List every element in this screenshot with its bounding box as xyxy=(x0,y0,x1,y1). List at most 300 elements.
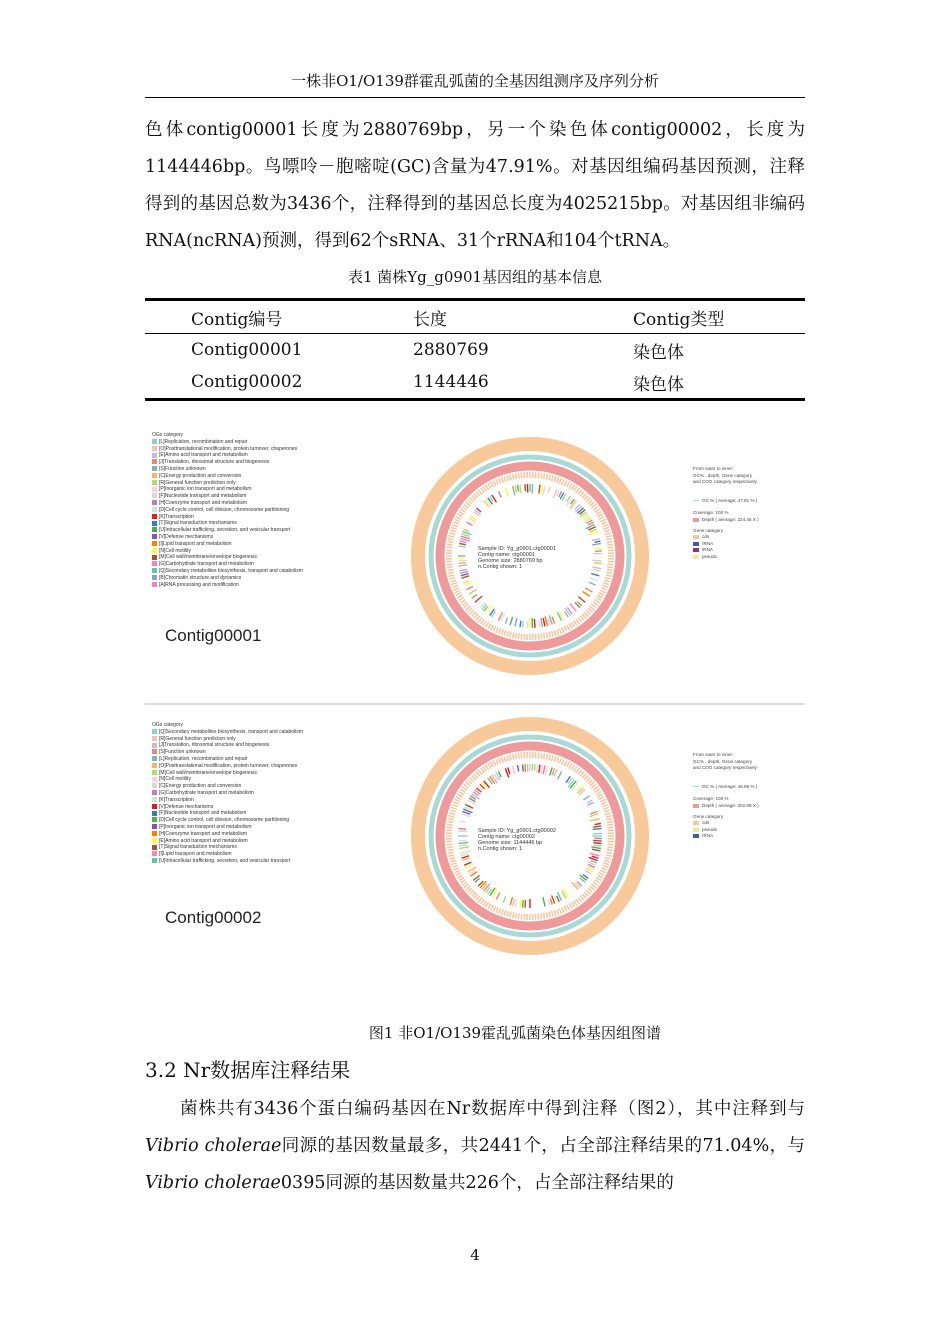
coverage-label: Coverage: 100 % xyxy=(693,510,729,516)
legend-label: [P]Inorganic ion transport and metabolism xyxy=(159,823,252,830)
cog-tick xyxy=(594,563,602,564)
gene-tick xyxy=(504,476,506,482)
gene-tick xyxy=(451,863,457,865)
cog-tick xyxy=(472,794,480,800)
legend-label: [P]Inorganic ion transport and metabolism xyxy=(159,486,252,493)
gene-tick xyxy=(604,810,610,812)
legend-swatch xyxy=(152,811,157,816)
gene-tick xyxy=(518,913,519,919)
gene-tick xyxy=(557,629,559,635)
gene-tick xyxy=(521,472,522,478)
gene-tick xyxy=(446,844,452,845)
cog-tick xyxy=(515,486,517,493)
gene-tick xyxy=(593,787,598,791)
gene-swatch xyxy=(693,821,699,825)
gene-tick xyxy=(595,789,600,792)
cog-tick xyxy=(541,485,543,494)
cog-tick xyxy=(575,506,582,512)
cog-tick xyxy=(595,541,601,542)
gene-tick xyxy=(567,625,570,630)
legend-title: OGs category xyxy=(152,722,183,728)
legend-item xyxy=(152,810,303,817)
legend-label: [Q]Secondary metabolites biosynthesis, transport and catabolism xyxy=(159,728,303,735)
gene-tick xyxy=(496,907,498,912)
cog-tick xyxy=(459,543,466,544)
cog-tick xyxy=(459,847,469,849)
cog-tick xyxy=(543,618,545,626)
gene-tick xyxy=(595,509,600,512)
cog-tick xyxy=(458,842,468,843)
gene-tick xyxy=(599,873,604,876)
gene-tick xyxy=(606,855,612,856)
table-cell: 1144446 xyxy=(413,372,489,392)
order-line: and COG category respectively xyxy=(693,479,757,485)
gene-category-list xyxy=(693,534,803,560)
gene-tick xyxy=(604,860,610,862)
gene-tick xyxy=(452,865,458,867)
gene-tick xyxy=(496,627,498,632)
gene-tick xyxy=(544,633,545,639)
gene-tick xyxy=(449,577,455,579)
legend-swatch xyxy=(152,568,157,573)
gene-tick xyxy=(569,483,572,488)
gene-label: cds xyxy=(702,534,710,540)
gene-tick xyxy=(604,530,610,532)
gene-tick xyxy=(546,474,547,480)
table-cell: Contig00002 xyxy=(191,372,303,392)
gene-tick xyxy=(600,519,605,522)
legend-swatch xyxy=(152,473,157,478)
depth-legend xyxy=(693,803,803,810)
cog-tick xyxy=(515,899,516,906)
gene-tick xyxy=(518,633,519,639)
legend-swatch xyxy=(152,534,157,539)
legend-item xyxy=(152,568,303,575)
cog-tick xyxy=(548,619,550,626)
table-header-cell: Contig类型 xyxy=(633,309,725,330)
gene-tick xyxy=(449,857,455,859)
gene-tick xyxy=(564,761,567,766)
gene-tick xyxy=(513,754,514,760)
cog-tick xyxy=(472,595,477,599)
legend-item xyxy=(152,831,303,838)
gene-tick xyxy=(541,633,542,639)
gene-tick xyxy=(501,909,503,915)
depth-swatch xyxy=(693,518,699,522)
gene-tick xyxy=(446,547,452,548)
cog-tick xyxy=(548,487,550,493)
legend-label: [R]General function prediction only xyxy=(159,479,236,486)
legend-item xyxy=(152,756,303,763)
legend-label: [U]Intracellular trafficking, secretion, and vesicular transport xyxy=(159,857,291,864)
gene-tick xyxy=(606,819,612,820)
cog-tick xyxy=(498,491,501,497)
gene-tick xyxy=(554,630,556,636)
cog-tick xyxy=(543,897,545,906)
gene-tick xyxy=(448,536,454,537)
gene-tick xyxy=(554,910,556,916)
gene-tick xyxy=(549,754,550,760)
gene-tick xyxy=(507,631,509,637)
cog-tick xyxy=(461,854,469,856)
species-name: Vibrio cholerae xyxy=(145,1136,282,1156)
cog-tick xyxy=(595,823,601,824)
gene-category-item xyxy=(693,827,803,834)
cog-tick xyxy=(515,618,517,626)
legend-item xyxy=(152,736,303,743)
cog-tick xyxy=(537,764,538,772)
cog-tick xyxy=(585,588,592,592)
legend-swatch xyxy=(152,845,157,850)
legend-label: [D]Cell cycle control, cell division, chromosome partitioning xyxy=(159,506,290,513)
legend-item xyxy=(152,824,303,831)
cog-tick xyxy=(593,826,601,827)
gene-tick xyxy=(485,622,488,627)
legend-item xyxy=(152,817,303,824)
gene-tick xyxy=(501,757,503,763)
gene-tick xyxy=(562,907,564,912)
cog-tick xyxy=(458,831,467,832)
gene-tick xyxy=(602,805,608,807)
legend-label: [O]Posttranslational modification, protein turnover, chaperones xyxy=(159,762,298,769)
legend-swatch xyxy=(152,487,157,492)
gene-tick xyxy=(483,621,486,626)
legend-swatch xyxy=(152,770,157,775)
gene-tick xyxy=(574,486,577,491)
legend-item xyxy=(152,486,303,493)
gene-tick xyxy=(457,514,462,517)
cog-tick xyxy=(591,861,597,863)
gene-tick xyxy=(518,753,519,759)
gene-tick xyxy=(546,754,547,760)
gene-tick xyxy=(462,507,467,511)
cog-tick xyxy=(545,766,547,776)
gene-tick xyxy=(608,547,614,548)
gene-tick xyxy=(569,624,572,629)
gene-tick xyxy=(602,585,608,587)
legend-item xyxy=(152,851,303,858)
cog-tick xyxy=(592,856,599,858)
gc-legend xyxy=(693,784,803,791)
gene-tick xyxy=(564,906,567,911)
gene-tick xyxy=(598,514,603,517)
cog-tick xyxy=(539,621,540,627)
legend-label: [C]Energy production and conversion xyxy=(159,783,242,790)
gene-tick xyxy=(554,756,556,762)
gene-tick xyxy=(562,759,564,764)
gene-tick xyxy=(459,791,464,794)
gene-tick xyxy=(571,622,574,627)
genome-map-panel-1 xyxy=(145,414,805,699)
cog-tick xyxy=(589,578,597,581)
section-heading: 3.2 Nr数据库注释结果 xyxy=(145,1058,351,1082)
cog-tick xyxy=(545,616,547,626)
gene-tick xyxy=(574,901,577,906)
legend-item xyxy=(152,575,303,582)
legend-label: [N]Cell motility xyxy=(159,776,191,783)
cog-tick xyxy=(589,582,596,585)
gene-tick xyxy=(499,478,501,484)
legend-swatch xyxy=(152,453,157,458)
cog-tick xyxy=(469,589,477,594)
gene-tick xyxy=(491,762,494,767)
gene-tick xyxy=(608,827,614,828)
gene-category-item xyxy=(693,547,803,554)
cog-tick xyxy=(591,574,599,576)
gene-tick xyxy=(541,913,542,919)
legend-swatch xyxy=(152,749,157,754)
legend-swatch xyxy=(152,514,157,519)
legend-label: [R]General function prediction only xyxy=(159,735,236,742)
gene-tick xyxy=(603,527,609,529)
center-text-line: Contig name: ctg00001 xyxy=(478,552,535,558)
legend-swatch xyxy=(152,459,157,464)
gene-tick xyxy=(507,755,509,761)
gene-tick xyxy=(576,768,580,773)
cog-tick xyxy=(558,771,562,779)
gene-tick xyxy=(600,799,605,802)
gene-tick xyxy=(601,868,606,870)
gene-tick xyxy=(452,805,458,807)
legend-swatch xyxy=(152,783,157,788)
depth-swatch xyxy=(693,804,699,808)
gene-tick xyxy=(459,877,464,880)
cog-tick xyxy=(592,543,601,545)
gene-tick xyxy=(564,481,567,486)
legend-label: [Q]Secondary metabolites biosynthesis, transport and catabolism xyxy=(159,567,303,574)
gene-tick xyxy=(603,863,609,865)
gene-label: pseudo xyxy=(702,553,718,559)
gene-tick xyxy=(491,905,494,910)
gene-tick xyxy=(541,473,542,479)
gene-tick xyxy=(538,914,539,920)
legend-label: [J]Translation, ribosomal structure and biogenesis xyxy=(159,742,270,749)
cog-tick xyxy=(466,522,472,525)
legend-swatch xyxy=(152,729,157,734)
gene-tick xyxy=(460,509,465,512)
gene-tick xyxy=(488,483,491,488)
cog-tick xyxy=(591,847,601,849)
running-header-title: 一株非O1/O139群霍乱弧菌的全基因组测序及序列分析 xyxy=(291,72,659,90)
gene-tick xyxy=(447,567,453,568)
cog-tick xyxy=(590,819,600,821)
gene-tick xyxy=(607,824,613,825)
circular-genome-map xyxy=(370,414,690,699)
table-row xyxy=(145,334,805,367)
cog-tick xyxy=(463,529,469,531)
center-text-line: Genome size: 2880769 bp xyxy=(478,558,543,564)
legend-label: [I]Lipid transport and metabolism xyxy=(159,540,232,547)
legend-swatch xyxy=(152,582,157,587)
section-paragraph xyxy=(145,1091,805,1202)
gene-tick xyxy=(456,593,461,596)
cog-tick xyxy=(475,596,482,602)
gene-tick xyxy=(455,519,460,522)
gene-tick xyxy=(499,908,501,914)
legend-label: [T]Signal transduction mechanisms xyxy=(159,844,237,851)
legend-item xyxy=(152,473,303,480)
gene-tick xyxy=(551,475,553,481)
gene-tick xyxy=(453,588,458,590)
cog-tick xyxy=(563,889,568,897)
legend-item xyxy=(152,776,303,783)
depth-legend xyxy=(693,517,803,524)
cog-tick xyxy=(513,486,515,495)
cog-tick xyxy=(593,828,602,829)
legend-item xyxy=(152,548,303,555)
gene-tick xyxy=(447,544,453,545)
gene-tick xyxy=(446,827,452,828)
cog-tick xyxy=(570,604,576,612)
legend-swatch xyxy=(152,743,157,748)
gene-category-title: Gene category xyxy=(693,813,724,819)
gene-tick xyxy=(493,761,496,766)
gene-tick xyxy=(562,627,564,632)
legend-swatch xyxy=(152,831,157,836)
gene-tick xyxy=(481,488,485,493)
legend-label: [T]Signal transduction mechanisms xyxy=(159,520,237,527)
cog-tick xyxy=(505,488,508,496)
legend-label: [M]Cell wall/membrane/envelope biogenesis xyxy=(159,769,257,776)
legend-label: [B]Chromatin structure and dynamics xyxy=(159,574,242,581)
paragraph-text: 同源的基因数量最多，共2441个，占全部注释结果的71.04%，与 xyxy=(281,1136,805,1156)
gene-tick xyxy=(607,541,613,542)
gene-tick xyxy=(567,905,570,910)
gene-tick xyxy=(457,875,462,878)
gene-tick xyxy=(541,753,542,759)
depth-label: Depth ( average: 224.45 X ) xyxy=(702,516,759,522)
legend-item xyxy=(152,790,303,797)
gene-tick xyxy=(493,626,496,631)
gene-tick xyxy=(447,541,453,542)
gene-tick xyxy=(501,477,503,483)
legend-item xyxy=(152,770,303,777)
gene-tick xyxy=(608,844,614,845)
legend-item xyxy=(152,844,303,851)
cog-tick xyxy=(552,617,554,624)
gene-tick xyxy=(538,634,539,640)
cog-tick xyxy=(592,539,600,541)
legend-label: [J]Translation, ribosomal structure and biogenesis xyxy=(159,459,270,466)
legend-list xyxy=(152,729,303,865)
gene-category-item xyxy=(693,820,803,827)
gene-tick xyxy=(569,904,572,909)
legend-label: [C]Energy production and conversion xyxy=(159,472,242,479)
gene-tick xyxy=(462,602,467,606)
legend-label: [N]Cell motility xyxy=(159,547,191,554)
gene-tick xyxy=(448,572,454,573)
gene-tick xyxy=(453,802,458,804)
gene-tick xyxy=(483,486,486,491)
gene-tick xyxy=(544,913,545,919)
gene-tick xyxy=(457,794,462,797)
cog-tick xyxy=(459,565,468,566)
legend-swatch xyxy=(152,439,157,444)
gene-tick xyxy=(515,913,516,919)
gene-tick xyxy=(599,797,604,800)
legend-item xyxy=(152,500,303,507)
legend-swatch xyxy=(152,561,157,566)
legend-item xyxy=(152,554,303,561)
gene-tick xyxy=(593,602,598,606)
gene-tick xyxy=(606,572,612,573)
gene-tick xyxy=(595,600,600,603)
legend-label: [O]Posttranslational modification, protein turnover, chaperones xyxy=(159,445,298,452)
gene-tick xyxy=(485,765,488,770)
table-cell: 染色体 xyxy=(633,374,684,395)
gene-tick xyxy=(602,865,608,867)
paragraph-text: 菌株共有3436个蛋白编码基因在Nr数据库中得到注释（图2），其中注释到与 xyxy=(180,1099,805,1119)
gene-tick xyxy=(606,816,612,817)
legend-label: [V]Defense mechanisms xyxy=(159,803,214,810)
gene-tick xyxy=(598,595,603,598)
gene-tick xyxy=(600,590,605,593)
cog-tick xyxy=(486,605,492,613)
legend-swatch xyxy=(152,858,157,863)
intro-paragraph: 色体contig00001长度为2880769bp，另一个染色体contig00002，长度为1144446bp。鸟嘌呤－胞嘧啶(GC)含量为47.91%。对基因组编码基因预测，注释得到的基因总数为3436个，注释得到的基因总长度为4025215bp。对基因组非编码RNA(ncRNA)预测，得到62个sRNA、31个rRNA和104个tRNA。 xyxy=(145,120,805,251)
cog-tick xyxy=(462,858,469,861)
cog-tick xyxy=(460,571,468,573)
table-header-cell: 长度 xyxy=(413,309,447,330)
gene-tick xyxy=(559,628,561,634)
gene-tick xyxy=(447,824,453,825)
gene-tick xyxy=(606,536,612,537)
gene-tick xyxy=(488,904,491,909)
gene-tick xyxy=(455,870,460,873)
gene-tick xyxy=(481,899,485,904)
cog-tick xyxy=(535,764,536,771)
gene-tick xyxy=(447,850,453,851)
cog-tick xyxy=(458,563,466,564)
gene-tick xyxy=(460,880,465,883)
cog-tick xyxy=(525,900,526,908)
depth-label: Depth ( average: 202.89 X ) xyxy=(702,802,759,808)
gene-tick xyxy=(513,632,514,638)
cog-tick xyxy=(517,485,518,491)
gene-tick xyxy=(507,475,509,481)
legend-swatch xyxy=(152,555,157,560)
gene-label: pseudo xyxy=(702,826,718,832)
gene-swatch xyxy=(693,535,699,539)
species-name: Vibrio cholerae xyxy=(145,1173,281,1193)
gene-tick xyxy=(496,479,498,484)
cog-tick xyxy=(541,618,543,627)
gene-tick xyxy=(567,482,570,487)
cog-tick xyxy=(513,766,515,774)
gene-tick xyxy=(574,766,577,771)
gene-tick xyxy=(605,813,611,815)
gene-tick xyxy=(462,787,467,791)
gene-tick xyxy=(607,567,613,568)
gene-tick xyxy=(557,909,559,915)
gene-tick xyxy=(605,533,611,535)
coverage-label: Coverage: 100 % xyxy=(693,796,729,802)
gene-tick xyxy=(601,588,606,590)
gene-tick xyxy=(483,766,486,771)
cog-tick xyxy=(496,892,500,899)
gene-tick xyxy=(460,600,465,603)
cog-tick xyxy=(593,560,602,561)
cog-tick xyxy=(550,898,552,904)
gene-tick xyxy=(515,473,516,479)
gene-label: rRNA xyxy=(702,540,714,546)
gene-tick xyxy=(574,621,577,626)
cog-tick xyxy=(525,764,526,772)
gene-tick xyxy=(452,525,458,527)
gene-label: tRNA xyxy=(702,547,713,553)
cog-tick xyxy=(539,765,540,773)
cog-tick xyxy=(539,485,540,494)
